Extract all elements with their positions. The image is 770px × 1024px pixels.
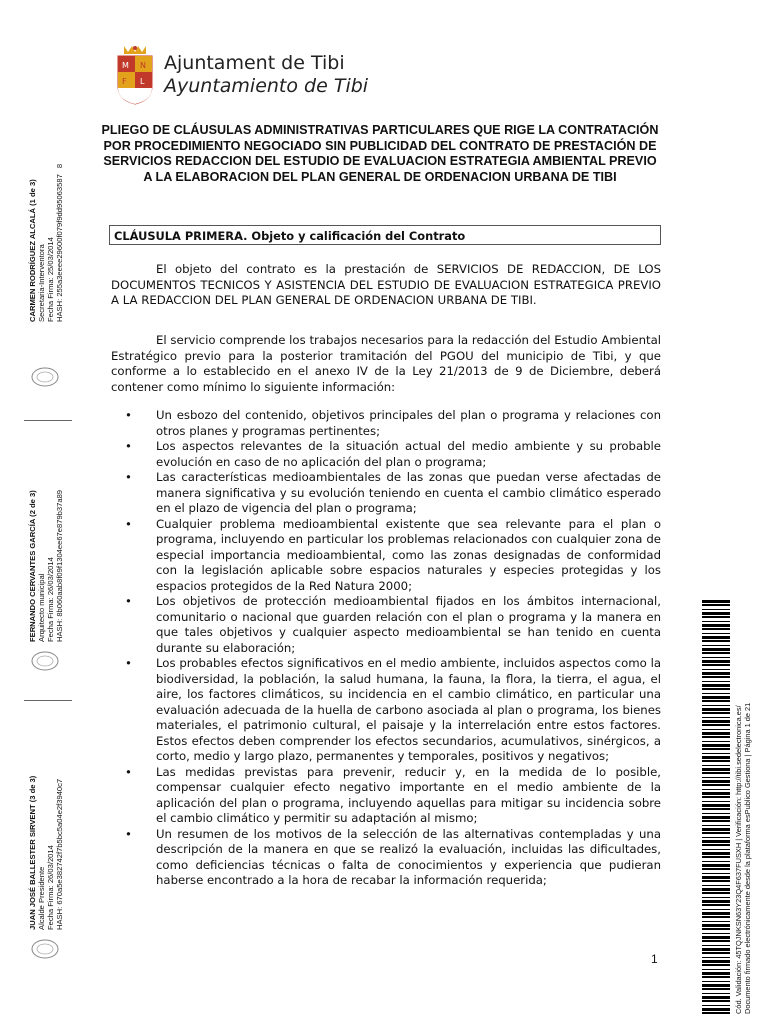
signer-role: Arquitecto municipal	[37, 573, 46, 642]
signature-block-1	[28, 164, 64, 322]
signature-hash: HASH: 670a5e382742f7b5bc5a04e2f3940c7	[55, 778, 64, 930]
signature-platform-note: Documento firmado electrónicamente desde la plataforma esPublico Gestiona | Página 1 de 21	[743, 702, 752, 1014]
paragraph-object: El objeto del contrato es la prestación de SERVICIOS DE REDACCION, DE LOS DOCUMENTOS TECNICOS Y ASISTENCIA DEL ESTUDIO DE EVALUACION ESTRATEGICA PREVIO A LA REDACCION DEL PLAN GENERAL DE ORDENACION URBANA DE TIBI.	[111, 262, 661, 307]
signer-name: CARMEN RODRÍGUEZ ALCALÁ (1 de 3)	[28, 179, 37, 322]
signature-stamp-icon	[30, 938, 60, 960]
signer-name: FERNANDO CERVANTES GARCÍA (2 de 3)	[28, 490, 37, 642]
page-number: 1	[651, 952, 658, 966]
list-item: • Los objetivos de protección medioambiental fijados en los ámbitos internacional, comunitario o nacional que guarden relación con el plan o programa y la manera en que tales objetivos y cualquier aspecto medioambiental se han tenido en cuenta durante su elaboración;	[125, 594, 661, 655]
signature-date: Fecha Firma: 26/03/2014	[46, 845, 55, 930]
clause-heading: CLÁUSULA PRIMERA. Objeto y calificación del Contrato	[109, 225, 661, 245]
bullet-icon: •	[125, 826, 132, 841]
bullet-icon: •	[125, 594, 132, 608]
list-item: • Cualquier problema medioambiental existente que sea relevante para el plan o programa, incluyendo en particular los problemas relacionados con cualquier zona de especial importancia medioambiental, como las zonas designadas de conformidad con la legislación aplicable sobre espacios naturales y especies protegidas y los espacios protegidos de la Red Natura 2000;	[125, 516, 661, 593]
list-item: • Un resumen de los motivos de la selección de las alternativas contempladas y una descripción de la manera en que se realizó la evaluación, incluidas las dificultades, como deficiencias técnicas o falta de conocimientos y experiencia que pudieran haberse encontrado a la hora de recabar la información requerida;	[125, 826, 661, 887]
signature-block-2	[28, 490, 64, 642]
verification-footer	[734, 703, 752, 1014]
municipal-name	[164, 52, 368, 98]
list-item: • Las medidas previstas para prevenir, reducir y, en la medida de lo posible, compensar cualquier efecto negativo importante en el medio ambiente de la aplicación del plan o programa, incluyendo aquellas para mitigar su incidencia sobre el cambio climático y permitir su adaptación al mismo;	[125, 764, 661, 825]
signature-divider	[24, 420, 72, 421]
bullet-icon: •	[125, 656, 132, 670]
svg-text:F: F	[122, 77, 127, 86]
signer-name: JUAN JOSÉ BALLESTER SIRVENT (3 de 3)	[28, 775, 37, 930]
list-item: • Los aspectos relevantes de la situación actual del medio ambiente y su probable evolución en caso de no aplicación del plan o programa;	[125, 439, 661, 469]
validation-code: Cód. Validación: 45TQJNKSN63Y23Q4F637FUSXH | Verificación: http://tibi.sedelectronica.es/	[734, 705, 743, 1014]
municipal-name-spanish: Ayuntamiento de Tibi	[164, 75, 369, 97]
bullet-icon: •	[125, 764, 132, 779]
signature-divider	[24, 700, 72, 701]
coat-of-arms-icon	[112, 44, 158, 106]
signature-hash: HASH: 8b060aab8f09f1304ee67e879b37a89	[55, 489, 64, 642]
municipal-logo	[112, 44, 402, 106]
svg-text:N: N	[140, 61, 146, 70]
signature-stamp-icon	[30, 366, 60, 388]
bullet-icon: •	[125, 408, 132, 422]
paragraph-scope: El servicio comprende los trabajos necesarios para la redacción del Estudio Ambiental Estratégico previo para la posterior tramitación del PGOU del municipio de Tibi, y que conforme a lo establecido en el anexo IV de la Ley 21/2013 de 9 de Diciembre, deberá contener como mínimo lo siguiente información:	[111, 333, 661, 394]
bullet-icon: •	[125, 516, 132, 531]
municipal-name-valencian: Ajuntament de Tibi	[164, 52, 345, 74]
document-title: PLIEGO DE CLÁUSULAS ADMINISTRATIVAS PARTICULARES QUE RIGE LA CONTRATACIÓN POR PROCEDIMIENTO NEGOCIADO SIN PUBLICIDAD DEL CONTRATO DE PRESTACIÓN DE SERVICIOS REDACCION DEL ESTUDIO DE EVALUACION ESTRATEGIA AMBIENTAL PREVIO A LA ELABORACION DEL PLAN GENERAL DE ORDENACION URBANA DE TIBI	[101, 123, 659, 184]
list-item: • Las características medioambientales de las zonas que puedan verse afectadas de manera significativa y su evolución teniendo en cuenta el cambio climático esperado en el plazo de vigencia del plan o programa;	[125, 470, 661, 515]
requirements-list	[111, 408, 661, 889]
signer-role: Alcalde Presidente	[37, 866, 46, 930]
signature-date: Fecha Firma: 25/03/2014	[46, 237, 55, 322]
signature-stamp-icon	[30, 650, 60, 672]
signer-role: Secretaria-Interventora	[37, 244, 46, 322]
list-item: • Un esbozo del contenido, objetivos principales del plan o programa y relaciones con otros planes y programas pertinentes;	[125, 408, 661, 438]
signature-date: Fecha Firma: 26/03/2014	[46, 557, 55, 642]
bullet-icon: •	[125, 439, 132, 453]
signature-hash: HASH: 255a3eeee29600f079f9dd950635878	[55, 163, 64, 322]
barcode-icon	[702, 600, 730, 1014]
list-item: • Los probables efectos significativos en el medio ambiente, incluidos aspectos como la biodiversidad, la población, la salud humana, la fauna, la flora, la tierra, el agua, el aire, los factores climáticos, su incidencia en el cambio climático, en particular una evaluación adecuada de la huella de carbono asociada al plan o programa, los bienes materiales, el patrimonio cultural, el paisaje y la interrelación entre estos factores. Estos efectos deben comprender los efectos secundarios, acumulativos, sinérgicos, a corto, medio y largo plazo, permanentes y temporales, positivos y negativos;	[125, 656, 661, 763]
svg-text:M: M	[122, 61, 129, 70]
svg-text:L: L	[140, 77, 145, 86]
signature-block-3	[28, 776, 64, 930]
bullet-icon: •	[125, 470, 132, 484]
